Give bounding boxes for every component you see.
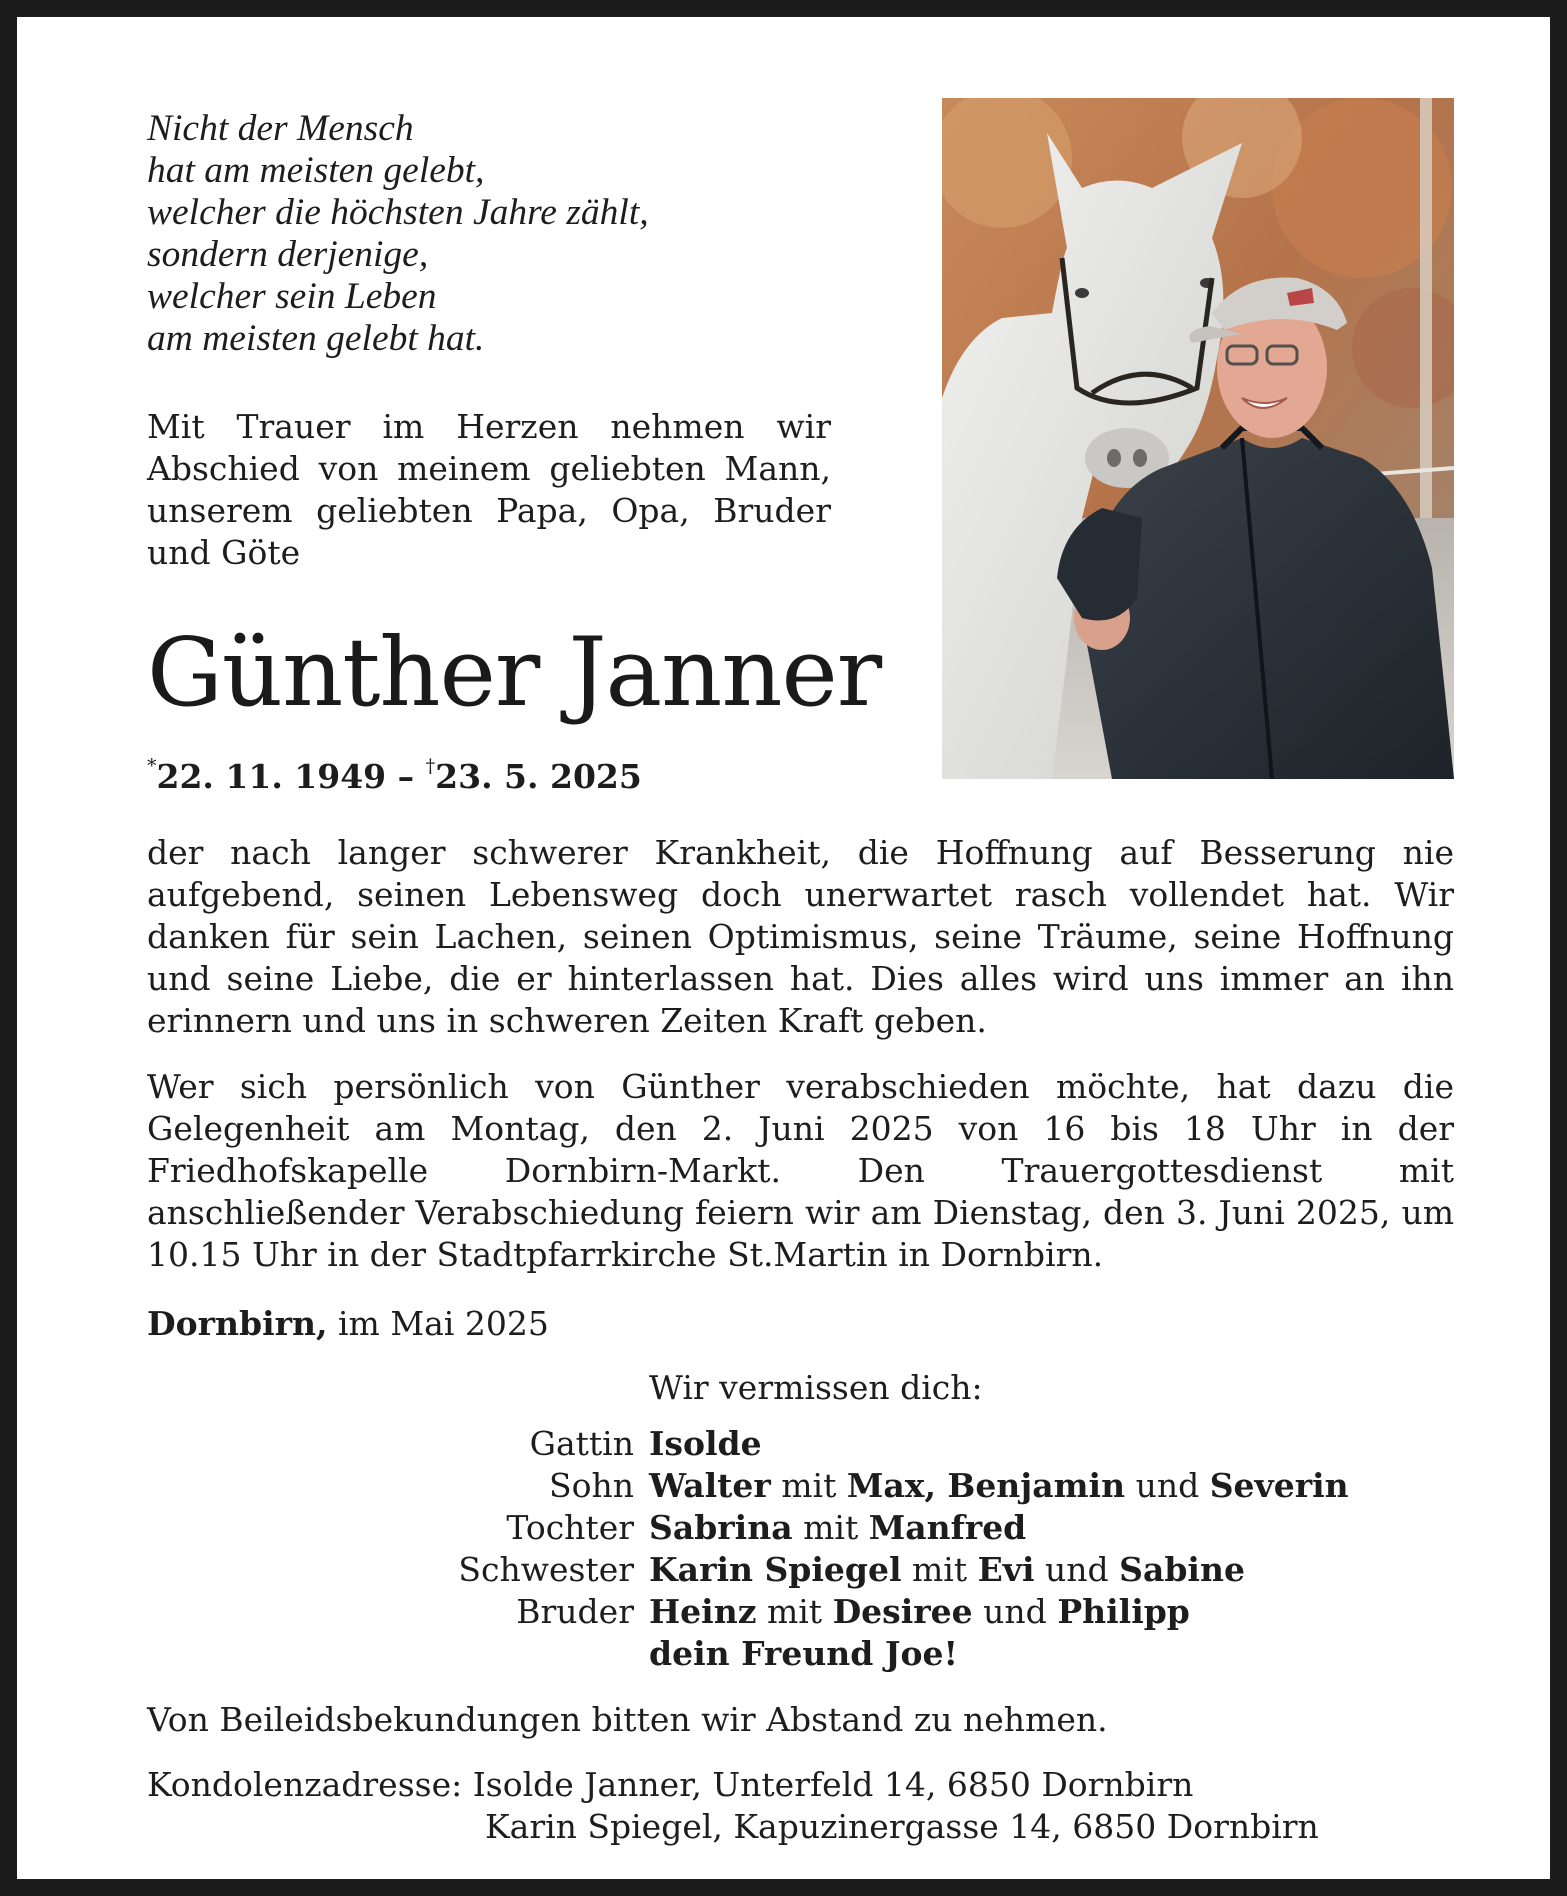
relative-name: Desiree [832,1592,973,1631]
poem-line: welcher sein Leben [147,276,437,317]
relation-label: Sohn [549,1466,634,1505]
death-symbol: † [425,755,436,777]
family-row [317,1549,1349,1591]
portrait-photo [942,98,1454,779]
relative-name: Evi [977,1550,1035,1589]
condolence-address-line: Isolde Janner, Unterfeld 14, 6850 Dornbirn [472,1765,1194,1804]
relation-label: Schwester [458,1550,634,1589]
connector: und [983,1592,1047,1631]
relative-names [649,1549,1349,1591]
life-dates [147,748,642,799]
relative-name: Sabrina [649,1508,793,1547]
family-list [317,1423,1349,1675]
condolence-address-line: Karin Spiegel, Kapuzinergasse 14, 6850 Dornbirn [485,1807,1319,1846]
relation-label: Tochter [506,1508,634,1547]
relation-label: Bruder [516,1592,634,1631]
deceased-name: Günther Janner [147,618,882,728]
connector: mit [766,1592,823,1631]
family-row [317,1633,1349,1675]
place-date [147,1303,549,1345]
relative-name: Manfred [868,1508,1027,1547]
relative-names [649,1465,1349,1507]
relative-name: Heinz [649,1592,757,1631]
relative-names [649,1507,1349,1549]
family-row [317,1465,1349,1507]
connector: und [1135,1466,1200,1505]
intro-text: Mit Trauer im Herzen nehmen wir Abschied von meinem geliebten Mann, unserem geliebten Papa, Opa, Bruder und Göte [147,407,831,572]
poem-line: Nicht der Mensch [147,108,414,149]
connector: mit [781,1466,837,1505]
date-separator: – [386,757,426,796]
family-row [317,1423,1349,1465]
relation-label: Gattin [529,1424,634,1463]
birth-symbol: * [147,755,157,777]
poem-line: hat am meisten gelebt, [147,150,485,191]
relative-names [649,1591,1349,1633]
poem [147,108,787,360]
condolence-label: Kondolenzadresse: [147,1765,463,1804]
family-row [317,1507,1349,1549]
connector: und [1045,1550,1109,1589]
connector: mit [803,1508,859,1547]
relative-name: Isolde [649,1424,762,1463]
relative-name: Karin Spiegel [649,1550,902,1589]
poem-line: welcher die höchsten Jahre zählt, [147,192,649,233]
relative-names [649,1633,1349,1675]
relative-name: Philipp [1057,1592,1190,1631]
connector: mit [912,1550,968,1589]
birth-date: 22. 11. 1949 [156,757,387,796]
place-city: Dornbirn, [147,1304,328,1343]
poem-line: am meisten gelebt hat. [147,318,485,359]
death-date: 23. 5. 2025 [435,757,642,796]
condolence-address [147,1764,1193,1806]
we-miss-you: Wir vermissen dich: [649,1368,983,1407]
farewell-paragraph: der nach langer schwerer Krankheit, die Hoffnung auf Besserung nie aufgebend, seinen Lebensweg doch unerwartet rasch vollendet hat. Wir danken für sein Lachen, seinen Optimismus, seine Träume, seine Hoffnung und seine Liebe, die er hinterlassen hat. Dies alles wird uns immer an ihn erinnern und uns in schweren Zeiten Kraft geben. [147,833,1454,1040]
friend-name: dein Freund Joe! [649,1634,958,1673]
condolence-note: Von Beileidsbekundungen bitten wir Abstand zu nehmen. [147,1700,1108,1739]
family-row [317,1591,1349,1633]
poem-line: sondern derjenige, [147,234,429,275]
ceremony-paragraph: Wer sich persönlich von Günther verabschieden möchte, hat dazu die Gelegenheit am Montag, den 2. Juni 2025 von 16 bis 18 Uhr in der Friedhofskapelle Dornbirn-Markt. Den Trauergottesdienst mit anschließender Verabschiedung feiern wir am Dienstag, den 3. Juni 2025, um 10.15 Uhr in der Stadtpfarrkirche St.Martin in Dornbirn. [147,1067,1454,1274]
relative-name: Max, Benjamin [846,1466,1126,1505]
place-when: im Mai 2025 [338,1304,549,1343]
relative-name: Severin [1209,1466,1349,1505]
relative-name: Walter [649,1466,771,1505]
relative-name: Sabine [1119,1550,1245,1589]
relative-names [649,1423,1349,1465]
